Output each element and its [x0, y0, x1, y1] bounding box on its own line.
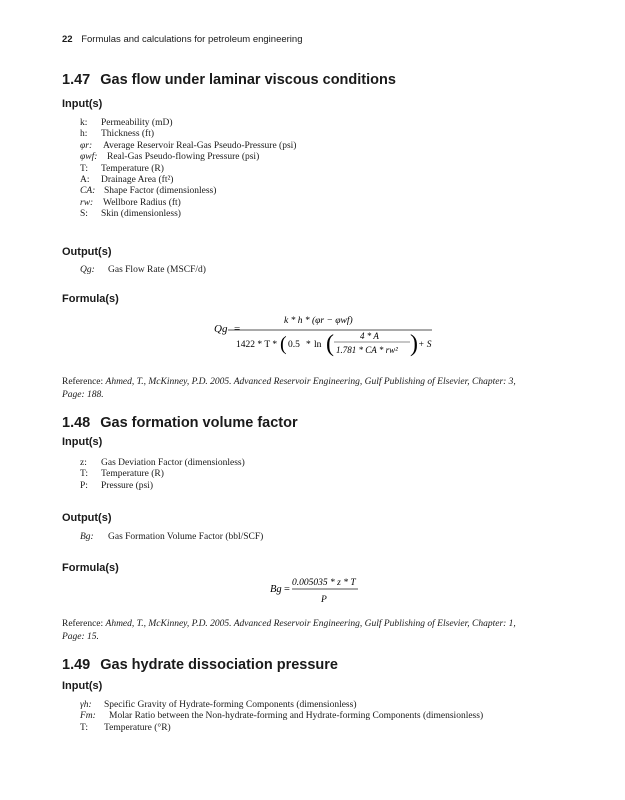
variable-description: Temperature (°R)	[104, 722, 171, 733]
inner-constant: 0.5	[288, 340, 300, 350]
outputs-list	[80, 265, 206, 276]
variable-description: Average Reservoir Real-Gas Pseudo-Pressure (psi)	[103, 140, 297, 151]
list-item	[80, 118, 296, 129]
variable-description: Skin (dimensionless)	[101, 209, 181, 220]
formula-lhs: Bg	[270, 584, 282, 595]
variable-symbol: T:	[80, 469, 88, 480]
list-item	[80, 265, 206, 276]
variable-description: Gas Deviation Factor (dimensionless)	[101, 458, 245, 468]
variable-description: Gas Formation Volume Factor (bbl/SCF)	[108, 532, 264, 542]
variable-description: Thickness (ft)	[101, 129, 155, 140]
variable-description: Real-Gas Pseudo-flowing Pressure (psi)	[107, 152, 260, 163]
formula-denominator-prefix: 1422 * T *	[236, 340, 278, 350]
list-item	[80, 700, 483, 711]
variable-description: Temperature (R)	[101, 163, 164, 174]
variable-symbol: Qg:	[80, 265, 95, 275]
inputs-list	[80, 118, 296, 221]
variable-symbol: Fm:	[80, 711, 96, 722]
formula-gas-fvf	[266, 572, 376, 608]
list-item	[80, 209, 296, 220]
section-heading: Gas formation volume factor	[100, 415, 298, 431]
open-paren-inner: (	[326, 331, 334, 357]
reference-prefix: Reference:	[62, 619, 104, 629]
outputs-list	[80, 532, 263, 543]
section-title-1-47	[62, 72, 396, 88]
variable-symbol: k:	[80, 118, 88, 128]
list-item	[80, 481, 245, 492]
inputs-heading: Input(s)	[62, 680, 103, 692]
variable-description: Temperature (R)	[101, 469, 164, 480]
skin-term: + S	[418, 340, 432, 350]
section-title-1-48	[62, 415, 298, 431]
variable-symbol: S:	[80, 209, 88, 220]
section-title-1-49	[62, 657, 338, 673]
variable-symbol: T:	[80, 163, 88, 174]
variable-symbol: CA:	[80, 186, 96, 197]
variable-description: Permeability (mD)	[101, 118, 173, 128]
list-item	[80, 469, 245, 480]
formula-gas-flow-rate	[200, 306, 440, 362]
variable-symbol: Bg:	[80, 532, 94, 542]
formula-heading: Formula(s)	[62, 562, 119, 574]
page-header	[62, 34, 302, 45]
reference	[62, 376, 572, 401]
inputs-list	[80, 700, 483, 734]
variable-symbol: φwf:	[80, 152, 98, 163]
equals-sign: =	[284, 584, 290, 595]
ln-function: ln	[314, 340, 322, 350]
variable-description: Shape Factor (dimensionless)	[104, 186, 217, 197]
variable-symbol: h:	[80, 129, 88, 140]
formula-denominator: P	[321, 595, 327, 605]
variable-description: Gas Flow Rate (MSCF/d)	[108, 265, 206, 275]
variable-symbol: γh:	[80, 700, 92, 710]
variable-symbol: z:	[80, 458, 87, 468]
formula-numerator: 0.005035 * z * T	[292, 578, 356, 588]
equals-sign: =	[234, 323, 241, 335]
list-item	[80, 723, 483, 734]
inputs-list	[80, 458, 245, 492]
outputs-heading: Output(s)	[62, 512, 112, 524]
inputs-heading: Input(s)	[62, 436, 103, 448]
reference-prefix: Reference:	[62, 377, 104, 387]
page-number: 22	[62, 34, 73, 45]
variable-symbol: A:	[80, 175, 90, 186]
open-paren: (	[280, 333, 287, 355]
reference	[62, 618, 572, 643]
variable-description: Wellbore Radius (ft)	[103, 197, 181, 208]
times-sign: *	[306, 340, 311, 350]
variable-description: Pressure (psi)	[101, 480, 153, 491]
section-number: 1.47	[62, 72, 91, 88]
reference-citation: Ahmed, T., McKinney, P.D. 2005. Advanced Reservoir Engineering, Gulf Publishing of Elsevier, Chapter: 3,	[105, 377, 516, 387]
list-item	[80, 175, 296, 186]
variable-description: Specific Gravity of Hydrate-forming Components (dimensionless)	[104, 700, 357, 710]
reference-page: Page: 15.	[62, 631, 99, 642]
formula-lhs: Qg	[214, 323, 228, 335]
variable-description: Drainage Area (ft²)	[101, 175, 174, 186]
inner-numerator: 4 * A	[360, 331, 379, 341]
section-heading: Gas flow under laminar viscous conditions	[100, 72, 396, 88]
section-number: 1.48	[62, 415, 91, 431]
list-item	[80, 152, 296, 163]
list-item	[80, 532, 263, 543]
variable-symbol: φr:	[80, 140, 93, 151]
running-title: Formulas and calculations for petroleum engineering	[81, 34, 303, 45]
formula-heading: Formula(s)	[62, 293, 119, 305]
list-item	[80, 458, 245, 469]
section-number: 1.49	[62, 657, 91, 673]
list-item	[80, 198, 296, 209]
inputs-heading: Input(s)	[62, 98, 103, 110]
variable-symbol: T:	[80, 722, 88, 733]
list-item	[80, 141, 296, 152]
reference-citation: Ahmed, T., McKinney, P.D. 2005. Advanced Reservoir Engineering, Gulf Publishing of Elsevier, Chapter: 1,	[105, 619, 516, 629]
variable-symbol: P:	[80, 480, 88, 491]
variable-symbol: rw:	[80, 197, 94, 208]
outputs-heading: Output(s)	[62, 246, 112, 258]
list-item	[80, 164, 296, 175]
formula-numerator: k * h * (φr − φwf)	[284, 316, 353, 326]
section-heading: Gas hydrate dissociation pressure	[100, 657, 338, 673]
list-item	[80, 129, 296, 140]
list-item	[80, 711, 483, 722]
close-paren-inner: )	[410, 331, 418, 357]
variable-description: Molar Ratio between the Non-hydrate-forming and Hydrate-forming Components (dimensionless)	[109, 711, 484, 722]
inner-denominator: 1.781 * CA * rw²	[336, 345, 398, 355]
list-item	[80, 186, 296, 197]
reference-page: Page: 188.	[62, 389, 104, 400]
